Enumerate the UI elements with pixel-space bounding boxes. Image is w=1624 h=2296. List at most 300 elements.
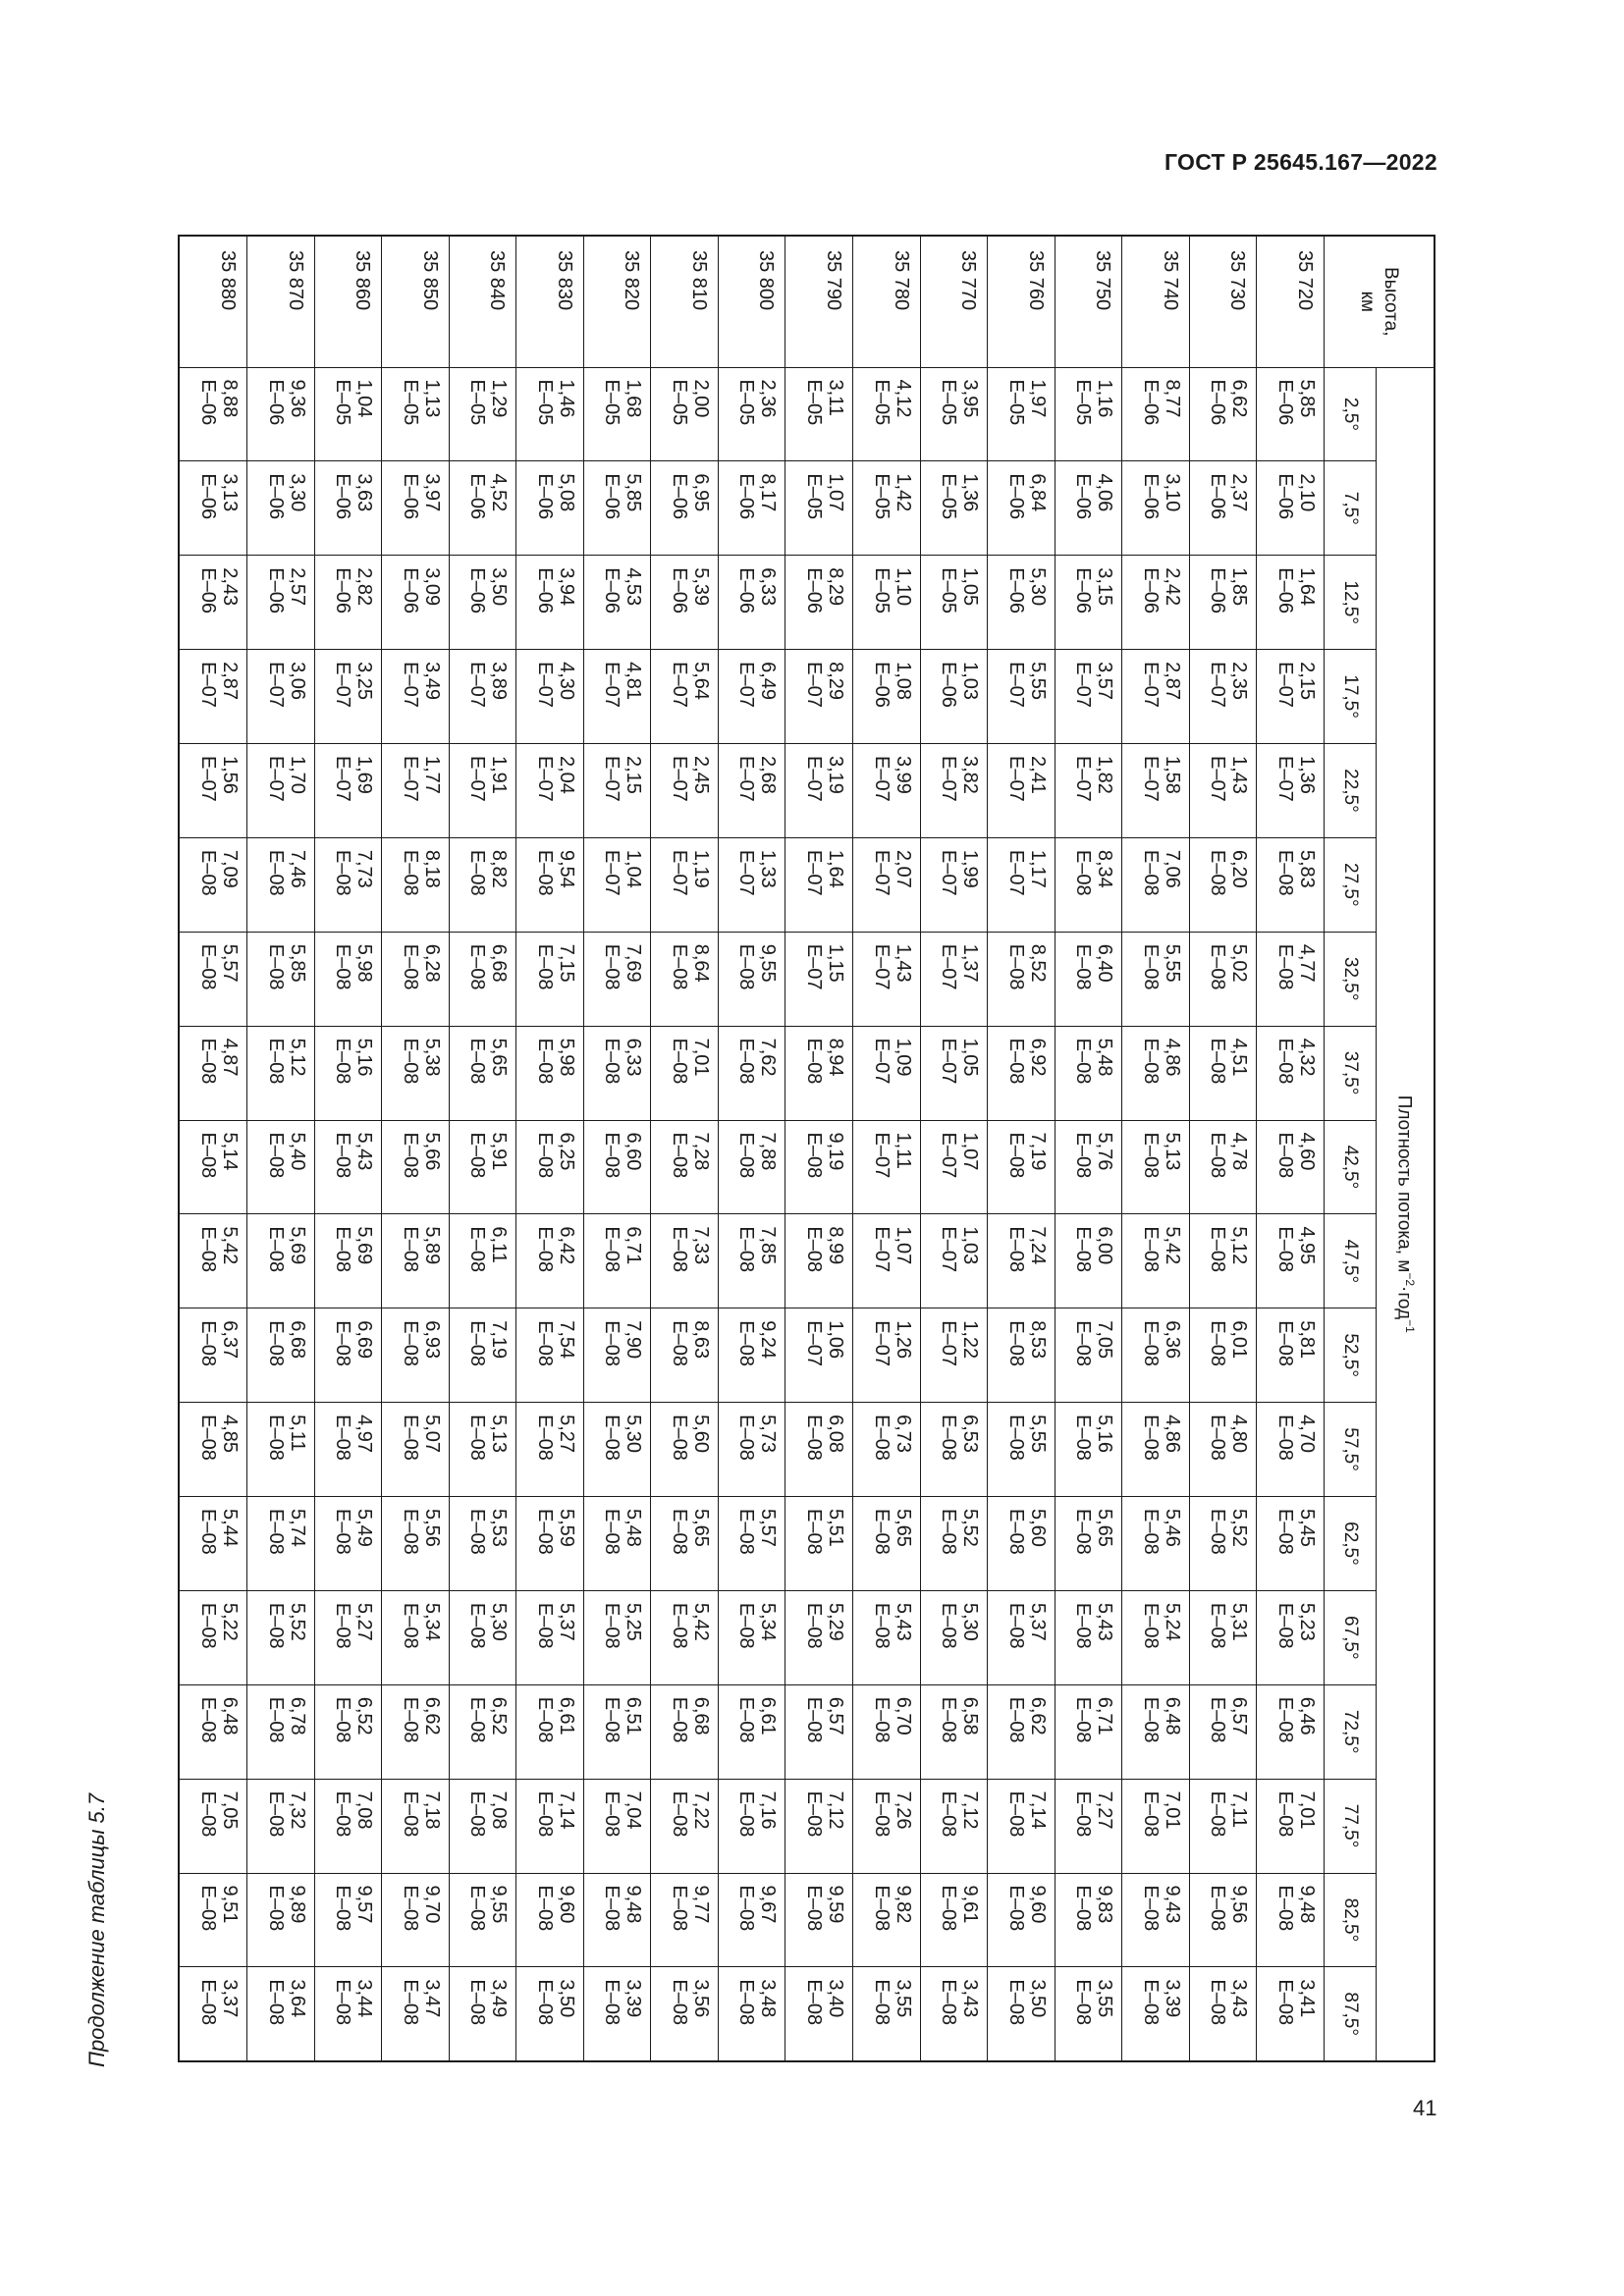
flux-value-cell (179, 1403, 247, 1497)
value-mantissa: 8,82 (488, 849, 511, 888)
value-exponent: E–08 (399, 1509, 421, 1555)
value-exponent: E–05 (601, 379, 623, 426)
value-mantissa: 7,14 (1026, 1790, 1049, 1830)
flux-value-cell (449, 1214, 516, 1308)
value-exponent: E–06 (1274, 379, 1296, 426)
value-exponent: E–08 (870, 1602, 893, 1649)
flux-value-cell (988, 1120, 1056, 1214)
value-exponent: E–08 (668, 1696, 690, 1743)
value-mantissa: 7,19 (488, 1320, 511, 1360)
altitude-header (1325, 236, 1435, 367)
flux-value-cell (1189, 1967, 1257, 2061)
flux-value-cell (516, 1120, 584, 1214)
value-exponent: E–07 (1072, 756, 1095, 802)
value-mantissa: 1,42 (892, 473, 914, 512)
flux-value-cell (583, 1684, 651, 1779)
value-exponent: E–08 (264, 1696, 287, 1743)
value-mantissa: 5,43 (353, 1132, 376, 1171)
flux-value-cell (988, 1308, 1056, 1403)
value-mantissa: 8,29 (825, 662, 847, 701)
value-mantissa: 9,60 (555, 1885, 577, 1924)
value-mantissa: 5,13 (488, 1415, 511, 1454)
value-exponent: E–08 (1139, 1790, 1162, 1838)
value-exponent: E–08 (197, 1509, 219, 1555)
flux-value-cell (516, 1214, 584, 1308)
value-exponent: E–08 (668, 1885, 690, 1932)
value-mantissa: 5,60 (689, 1415, 712, 1454)
value-mantissa: 7,73 (353, 849, 376, 888)
value-mantissa: 4,06 (1094, 473, 1116, 512)
value-mantissa: 5,39 (689, 567, 712, 607)
value-exponent: E–08 (533, 1226, 556, 1273)
value-exponent: E–06 (1139, 567, 1162, 614)
value-exponent: E–08 (1139, 1602, 1162, 1649)
flux-value-cell (1122, 1120, 1190, 1214)
value-exponent: E–05 (938, 567, 960, 614)
flux-value-cell (314, 744, 382, 838)
value-exponent: E–08 (1139, 1415, 1162, 1461)
flux-value-cell (382, 1684, 450, 1779)
angle-header-cell: 27,5° (1325, 837, 1377, 932)
value-exponent: E–08 (399, 1696, 421, 1743)
flux-value-cell (1189, 367, 1257, 461)
value-exponent: E–08 (938, 1415, 960, 1461)
value-exponent: E–08 (1139, 1979, 1162, 2026)
value-mantissa: 6,57 (825, 1696, 847, 1735)
value-exponent: E–07 (1004, 662, 1027, 708)
flux-value-cell (920, 1026, 988, 1120)
value-exponent: E–08 (197, 849, 219, 896)
value-exponent: E–08 (197, 1696, 219, 1743)
value-mantissa: 1,36 (1296, 756, 1318, 794)
table-row (718, 236, 785, 2061)
flux-value-cell (1257, 1403, 1325, 1497)
value-mantissa: 5,43 (892, 1602, 914, 1641)
value-exponent: E–06 (197, 567, 219, 614)
value-mantissa: 4,80 (1228, 1415, 1251, 1454)
value-mantissa: 6,49 (757, 662, 780, 701)
value-mantissa: 8,99 (825, 1226, 847, 1265)
value-exponent: E–07 (1274, 662, 1296, 708)
value-exponent: E–06 (1139, 473, 1162, 520)
value-exponent: E–07 (1139, 756, 1162, 802)
flux-value-cell (179, 367, 247, 461)
value-mantissa: 5,16 (353, 1038, 376, 1077)
flux-value-cell (1122, 1403, 1190, 1497)
flux-value-cell (718, 837, 785, 932)
flux-value-cell (314, 1403, 382, 1497)
value-mantissa: 9,43 (1161, 1885, 1183, 1924)
value-mantissa: 5,14 (219, 1132, 241, 1171)
value-exponent: E–08 (938, 1696, 960, 1743)
value-mantissa: 9,19 (825, 1132, 847, 1171)
value-mantissa: 2,00 (689, 379, 712, 418)
value-exponent: E–07 (332, 662, 354, 708)
value-exponent: E–07 (735, 849, 758, 896)
value-mantissa: 3,82 (959, 756, 982, 794)
value-exponent: E–08 (601, 1415, 623, 1461)
value-mantissa: 3,11 (825, 379, 847, 416)
flux-value-cell (718, 744, 785, 838)
flux-value-cell (651, 461, 719, 556)
value-exponent: E–08 (533, 1979, 556, 2026)
value-mantissa: 1,68 (623, 379, 645, 418)
value-exponent: E–08 (332, 849, 354, 896)
flux-value-cell (583, 1779, 651, 1873)
value-exponent: E–06 (601, 473, 623, 520)
flux-value-cell (920, 1967, 988, 2061)
flux-value-cell (1055, 1590, 1122, 1684)
value-mantissa: 1,05 (959, 1038, 982, 1077)
value-mantissa: 7,54 (555, 1320, 577, 1360)
flux-value-cell (247, 1779, 315, 1873)
value-exponent: E–08 (197, 1979, 219, 2026)
table-row (382, 236, 450, 2061)
flux-value-cell (651, 1497, 719, 1591)
value-exponent: E–08 (466, 1509, 489, 1555)
flux-value-cell (1055, 1214, 1122, 1308)
flux-value-cell (1257, 556, 1325, 650)
flux-value-cell (920, 1214, 988, 1308)
flux-header-exp2: −1 (1403, 1319, 1418, 1333)
value-exponent: E–08 (466, 1790, 489, 1838)
value-mantissa: 4,77 (1296, 943, 1318, 983)
flux-value-cell (382, 1403, 450, 1497)
flux-value-cell (853, 1590, 921, 1684)
value-mantissa: 5,42 (1161, 1226, 1183, 1265)
value-mantissa: 5,30 (623, 1415, 645, 1454)
value-mantissa: 9,70 (420, 1885, 443, 1924)
value-mantissa: 7,01 (1161, 1790, 1183, 1830)
value-mantissa: 3,63 (353, 473, 376, 512)
flux-value-cell (583, 1120, 651, 1214)
angle-header-cell: 82,5° (1325, 1873, 1377, 1967)
flux-value-cell (651, 1967, 719, 2061)
flux-value-cell (920, 1120, 988, 1214)
flux-value-cell (179, 1684, 247, 1779)
value-exponent: E–08 (601, 943, 623, 990)
flux-value-cell (988, 1497, 1056, 1591)
flux-value-cell (988, 1967, 1056, 2061)
angle-header-cell: 22,5° (1325, 744, 1377, 838)
value-exponent: E–08 (332, 1038, 354, 1085)
value-exponent: E–08 (601, 1885, 623, 1932)
value-mantissa: 1,82 (1094, 756, 1116, 794)
value-mantissa: 8,18 (420, 849, 443, 888)
flux-value-cell (718, 1497, 785, 1591)
flux-value-cell (1257, 932, 1325, 1026)
flux-value-cell (1122, 1967, 1190, 2061)
flux-value-cell (247, 1403, 315, 1497)
value-exponent: E–08 (533, 1038, 556, 1085)
value-exponent: E–08 (870, 1885, 893, 1932)
value-exponent: E–08 (1004, 1132, 1027, 1179)
value-mantissa: 9,48 (1296, 1885, 1318, 1924)
value-mantissa: 5,22 (219, 1602, 241, 1641)
value-mantissa: 5,65 (1094, 1509, 1116, 1547)
value-exponent: E–08 (264, 1226, 287, 1273)
value-mantissa: 6,73 (892, 1415, 914, 1454)
flux-value-cell (583, 1214, 651, 1308)
value-mantissa: 6,95 (689, 473, 712, 512)
value-mantissa: 1,03 (959, 662, 982, 701)
flux-value-cell (651, 837, 719, 932)
flux-value-cell (583, 1590, 651, 1684)
value-exponent: E–06 (399, 567, 421, 614)
flux-value-cell (1055, 1779, 1122, 1873)
value-exponent: E–07 (668, 756, 690, 802)
value-mantissa: 7,05 (219, 1790, 241, 1830)
value-exponent: E–08 (399, 1226, 421, 1273)
flux-value-cell (1189, 1026, 1257, 1120)
value-mantissa: 7,26 (892, 1790, 914, 1830)
value-mantissa: 1,07 (959, 1132, 982, 1171)
value-exponent: E–06 (399, 473, 421, 520)
altitude-cell: 35 840 (449, 236, 516, 367)
flux-value-cell (449, 1497, 516, 1591)
flux-value-cell (718, 1779, 785, 1873)
flux-value-cell (1055, 1684, 1122, 1779)
value-exponent: E–08 (668, 1320, 690, 1366)
value-exponent: E–08 (1207, 1602, 1229, 1649)
angle-header-cell: 12,5° (1325, 556, 1377, 650)
value-exponent: E–05 (803, 379, 826, 426)
value-exponent: E–08 (938, 1790, 960, 1838)
value-mantissa: 7,09 (219, 849, 241, 888)
value-mantissa: 5,08 (555, 473, 577, 512)
value-exponent: E–08 (197, 1885, 219, 1932)
value-mantissa: 7,06 (1161, 849, 1183, 888)
value-mantissa: 4,70 (1296, 1415, 1318, 1454)
value-mantissa: 5,30 (488, 1602, 511, 1641)
value-mantissa: 8,77 (1161, 379, 1183, 418)
value-exponent: E–06 (1139, 379, 1162, 426)
flux-value-cell (1257, 1026, 1325, 1120)
value-exponent: E–07 (601, 756, 623, 802)
value-exponent: E–08 (1004, 1226, 1027, 1273)
value-exponent: E–06 (332, 567, 354, 614)
value-exponent: E–07 (938, 943, 960, 990)
value-exponent: E–08 (197, 943, 219, 990)
flux-value-cell (247, 932, 315, 1026)
value-exponent: E–08 (1004, 1509, 1027, 1555)
value-exponent: E–06 (264, 379, 287, 426)
value-exponent: E–08 (803, 1509, 826, 1555)
flux-value-cell (1055, 1497, 1122, 1591)
altitude-cell: 35 720 (1257, 236, 1325, 367)
value-exponent: E–07 (870, 1320, 893, 1366)
table-row (314, 236, 382, 2061)
value-exponent: E–06 (601, 567, 623, 614)
flux-value-cell (1189, 461, 1257, 556)
table-row (583, 236, 651, 2061)
flux-value-cell (516, 1026, 584, 1120)
value-mantissa: 5,37 (1026, 1602, 1049, 1641)
flux-value-cell (516, 461, 584, 556)
value-mantissa: 3,39 (623, 1979, 645, 2018)
value-mantissa: 2,45 (689, 756, 712, 794)
flux-value-cell (651, 367, 719, 461)
value-mantissa: 8,17 (757, 473, 780, 512)
value-exponent: E–08 (601, 1979, 623, 2026)
flux-value-cell (516, 1590, 584, 1684)
value-mantissa: 2,04 (555, 756, 577, 794)
flux-value-cell (1122, 1214, 1190, 1308)
value-exponent: E–08 (399, 1885, 421, 1932)
value-exponent: E–08 (735, 1696, 758, 1743)
flux-value-cell (179, 556, 247, 650)
value-exponent: E–08 (332, 1320, 354, 1366)
flux-value-cell (853, 1497, 921, 1591)
value-mantissa: 6,20 (1228, 849, 1251, 888)
value-exponent: E–07 (803, 662, 826, 708)
value-mantissa: 4,51 (1228, 1038, 1251, 1077)
flux-value-cell (1257, 1684, 1325, 1779)
flux-value-cell (920, 367, 988, 461)
value-mantissa: 5,56 (420, 1509, 443, 1547)
value-mantissa: 4,86 (1161, 1038, 1183, 1077)
value-mantissa: 6,93 (420, 1320, 443, 1360)
flux-value-cell (314, 1873, 382, 1967)
flux-value-cell (718, 461, 785, 556)
value-exponent: E–06 (533, 567, 556, 614)
flux-value-cell (247, 1590, 315, 1684)
flux-value-cell (583, 1873, 651, 1967)
value-mantissa: 9,24 (757, 1320, 780, 1360)
flux-value-cell (1189, 1873, 1257, 1967)
value-mantissa: 3,13 (219, 473, 241, 512)
flux-value-cell (988, 1684, 1056, 1779)
flux-value-cell (718, 556, 785, 650)
value-exponent: E–08 (533, 1132, 556, 1179)
value-mantissa: 9,89 (286, 1885, 308, 1924)
flux-value-cell (651, 1120, 719, 1214)
value-mantissa: 2,07 (892, 849, 914, 888)
flux-value-cell (853, 837, 921, 932)
value-mantissa: 5,59 (555, 1509, 577, 1547)
flux-density-table-container (178, 235, 1435, 2062)
flux-value-cell (382, 1590, 450, 1684)
value-exponent: E–08 (399, 1602, 421, 1649)
value-mantissa: 9,77 (689, 1885, 712, 1924)
flux-value-cell (920, 1308, 988, 1403)
value-mantissa: 2,36 (757, 379, 780, 418)
value-exponent: E–07 (803, 756, 826, 802)
value-mantissa: 9,55 (488, 1885, 511, 1924)
value-mantissa: 6,62 (420, 1696, 443, 1735)
angle-header-cell: 72,5° (1325, 1684, 1377, 1779)
value-exponent: E–05 (1004, 379, 1027, 426)
value-mantissa: 5,48 (623, 1509, 645, 1547)
flux-value-cell (449, 1026, 516, 1120)
flux-value-cell (920, 461, 988, 556)
value-exponent: E–07 (803, 943, 826, 990)
value-exponent: E–07 (1072, 662, 1095, 708)
table-row (853, 236, 921, 2061)
value-mantissa: 5,31 (1228, 1602, 1251, 1641)
flux-value-cell (179, 932, 247, 1026)
flux-value-cell (382, 1308, 450, 1403)
value-mantissa: 3,10 (1161, 473, 1183, 512)
value-mantissa: 7,32 (286, 1790, 308, 1830)
value-mantissa: 3,39 (1161, 1979, 1183, 2018)
flux-value-cell (920, 1497, 988, 1591)
value-mantissa: 4,52 (488, 473, 511, 512)
value-exponent: E–08 (197, 1226, 219, 1273)
value-exponent: E–08 (399, 849, 421, 896)
flux-value-cell (988, 1590, 1056, 1684)
value-mantissa: 9,61 (959, 1885, 982, 1924)
flux-value-cell (247, 556, 315, 650)
flux-value-cell (314, 1590, 382, 1684)
flux-value-cell (583, 367, 651, 461)
flux-value-cell (247, 461, 315, 556)
value-mantissa: 3,49 (488, 1979, 511, 2018)
value-exponent: E–05 (466, 379, 489, 426)
value-mantissa: 3,06 (286, 662, 308, 701)
value-mantissa: 6,70 (892, 1696, 914, 1735)
flux-value-cell (1122, 1497, 1190, 1591)
value-exponent: E–08 (735, 1979, 758, 2026)
value-mantissa: 6,37 (219, 1320, 241, 1360)
value-exponent: E–08 (668, 1602, 690, 1649)
value-exponent: E–07 (466, 662, 489, 708)
altitude-cell: 35 810 (651, 236, 719, 367)
value-mantissa: 9,60 (1026, 1885, 1049, 1924)
value-exponent: E–08 (870, 1415, 893, 1461)
flux-value-cell (247, 1026, 315, 1120)
angle-header-cell: 87,5° (1325, 1967, 1377, 2061)
flux-value-cell (1189, 1308, 1257, 1403)
flux-value-cell (718, 1120, 785, 1214)
value-mantissa: 6,00 (1094, 1226, 1116, 1265)
value-mantissa: 2,35 (1228, 662, 1251, 701)
value-mantissa: 2,68 (757, 756, 780, 794)
flux-value-cell (314, 367, 382, 461)
value-exponent: E–08 (735, 1509, 758, 1555)
flux-value-cell (785, 1497, 853, 1591)
value-mantissa: 5,85 (623, 473, 645, 512)
flux-value-cell (988, 1779, 1056, 1873)
flux-value-cell (718, 1026, 785, 1120)
flux-value-cell (785, 744, 853, 838)
value-exponent: E–06 (1072, 567, 1095, 614)
angle-header-cell: 17,5° (1325, 650, 1377, 744)
value-exponent: E–08 (735, 1038, 758, 1085)
value-exponent: E–08 (466, 1696, 489, 1743)
flux-value-cell (247, 1120, 315, 1214)
altitude-cell: 35 850 (382, 236, 450, 367)
flux-value-cell (853, 1967, 921, 2061)
value-mantissa: 5,98 (353, 943, 376, 983)
value-mantissa: 6,60 (623, 1132, 645, 1171)
value-mantissa: 6,57 (1228, 1696, 1251, 1735)
flux-value-cell (718, 1403, 785, 1497)
value-mantissa: 5,16 (1094, 1415, 1116, 1454)
value-mantissa: 1,04 (353, 379, 376, 418)
value-mantissa: 3,41 (1296, 1979, 1318, 2018)
value-exponent: E–07 (870, 756, 893, 802)
value-exponent: E–08 (1139, 1132, 1162, 1179)
flux-value-cell (651, 650, 719, 744)
flux-value-cell (583, 650, 651, 744)
flux-value-cell (1122, 461, 1190, 556)
value-exponent: E–07 (1004, 849, 1027, 896)
value-mantissa: 5,12 (286, 1038, 308, 1077)
flux-value-cell (988, 367, 1056, 461)
value-exponent: E–05 (668, 379, 690, 426)
flux-value-cell (1122, 1590, 1190, 1684)
